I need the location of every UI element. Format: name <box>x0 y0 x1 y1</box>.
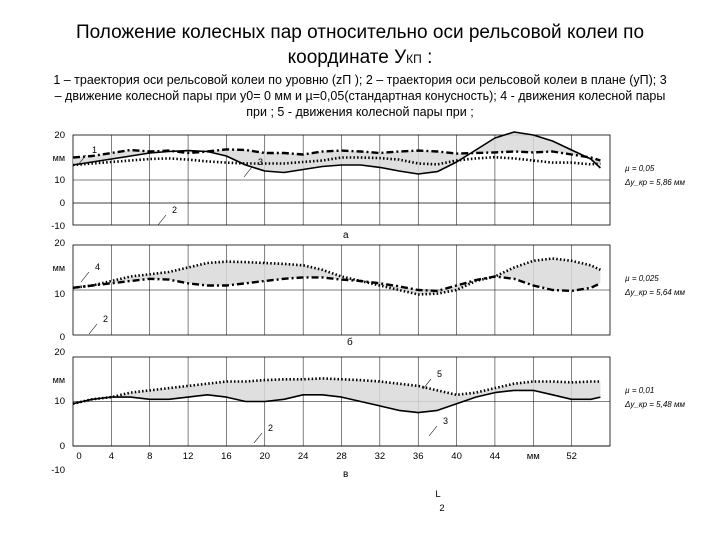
title-line-2-text: координате У <box>287 47 407 68</box>
x-tick-label: 0 <box>76 451 82 462</box>
y-tick-label: 0 <box>59 441 65 452</box>
x-tick-label: 8 <box>147 451 153 462</box>
callout-label: 5 <box>437 369 443 379</box>
formula-dy: Δy_кр = 5,86 мм <box>625 178 685 187</box>
panel-label: в <box>343 469 349 480</box>
title-colon: : <box>421 47 433 68</box>
y-unit-label: мм <box>52 263 65 273</box>
y-tick-label: 20 <box>54 130 65 141</box>
x-axis-sub: 2 <box>439 503 445 514</box>
y-tick-label: 20 <box>54 347 65 358</box>
y-tick-label: 10 <box>54 175 65 186</box>
callout-label: 2 <box>172 205 178 215</box>
callout-label: 3 <box>443 416 449 426</box>
chart-panel-2 <box>51 347 685 514</box>
x-tick-label: 32 <box>374 451 386 462</box>
x-tick-label: 44 <box>489 451 501 462</box>
x-tick-label: 20 <box>259 451 271 462</box>
y-tick-label: 10 <box>54 396 65 407</box>
callout-leader <box>89 324 97 334</box>
callout-label: 3 <box>258 157 264 167</box>
y-tick-label: 0 <box>59 332 65 343</box>
formula-dy: Δy_кр = 5,64 мм <box>625 288 685 297</box>
chart-panel-1 <box>53 238 686 348</box>
y-tick-label: 10 <box>54 289 65 300</box>
x-tick-label: 36 <box>412 451 424 462</box>
callout-label: 4 <box>95 262 101 272</box>
y-unit-label: мм <box>52 153 65 163</box>
x-tick-label: 24 <box>297 451 309 462</box>
x-tick-label: 12 <box>182 451 194 462</box>
callout-leader <box>254 433 262 443</box>
x-tick-label: 52 <box>566 451 577 462</box>
callout-label: 2 <box>268 423 274 433</box>
formula-mu: µ = 0,05 <box>625 164 655 173</box>
panel-label: б <box>347 337 353 348</box>
shaded-area <box>73 259 600 295</box>
y-tick-label: -10 <box>51 465 65 476</box>
callout-label: 1 <box>92 145 98 155</box>
title-line-1: Положение колесных пар относительно оси рельсовой колеи по <box>75 22 645 43</box>
x-tick-label: мм <box>526 451 540 462</box>
x-tick-label: 16 <box>221 451 232 462</box>
formula-mu: µ = 0,025 <box>625 274 659 283</box>
chart-caption: 1 – траектория оси рельсовой колеи по уровню (zП ); 2 – траектория оси рельсовой колеи в плане (уП); 3 – движение колесной пары при у0= 0 мм и µ=0,05(стандартная конусность); 4 - движения колесной пары при ; 5 - движения колесной пары при ; <box>53 73 667 119</box>
title-subscript: КП <box>406 52 422 66</box>
callout-leader <box>244 167 252 177</box>
x-tick-label: 4 <box>108 451 115 462</box>
y-unit-label: мм <box>52 375 65 385</box>
panel-label: а <box>343 230 349 241</box>
y-tick-label: 20 <box>54 238 65 249</box>
callout-leader <box>81 272 89 282</box>
chart-panel-0 <box>51 130 685 241</box>
formula-dy: Δy_кр = 5,48 мм <box>625 400 685 409</box>
x-tick-label: 40 <box>451 451 462 462</box>
x-axis-label: L <box>435 489 441 500</box>
y-tick-label: -10 <box>51 221 65 232</box>
callout-leader <box>158 215 166 225</box>
callout-label: 2 <box>103 314 109 324</box>
formula-mu: µ = 0,01 <box>625 386 655 395</box>
y-tick-label: 0 <box>59 198 65 209</box>
callout-leader <box>429 426 437 436</box>
x-tick-label: 28 <box>336 451 347 462</box>
